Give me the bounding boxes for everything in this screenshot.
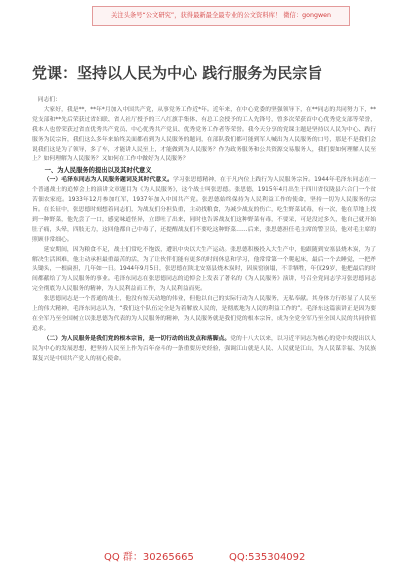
intro-paragraph: 大家好，我是**，**年*月加入中国共产党，从事党务工作近*年。近年来，在中心党委的坚强领导下，在**同志的共同努力下，**党支部和**先后荣获过省妇联、省人社厅授予的三八红旗手集体、有总工会授予的工人先锋号，曾多次荣获首中心优秀党支部等荣誉，我本人也曾荣获过省直优秀共产党员、中心优秀共产党员、优秀党务工作者等荣誉。我今天分享的党课主题是坚持以人民为中心、践行服务为民宗旨，我们这么多年来始终关面都看到为人民服务的题词，在部队我们都可能到军人喊出为人民服务的口号，那是不是我们会说我们这是为了领导，多了车，才能讲人民至上，才能做到为人民服务？作为政务服务和公共资源交易服务人，我们要如何理解人民至上？如何理解为人民服务？又如何在工作中做好为人民服务？ <box>32 106 376 163</box>
footer-qq: QQ:535304092 <box>229 552 306 563</box>
top-banner: 关注头条号“公文研究”，获得最新最全最专业的公文资料库！ 微信：gongwen <box>92 6 350 26</box>
body-paragraph-2: 延安期间，因为粮食不足，战士们常吃不饱饭，遭讯中央以大生产运动。张思德积极投入大生产中，他跟随到安塞县烧木炭，为了解决生活困难，他主动承担最重最苦的活，为了让伙伴们能有更多的时间休息和学习，他常常第一个爬起床，最后一个去睡觉，一把斧头锄头，一根扁担，几年如一日。1944年9月5日，张思德在陕北安塞县烧木炭时，因炭窑崩塌，不幸牺牲，年仅29岁，他把最后的时间都献给了为人民服务的事业。毛泽东同志在张思德同志的追悼会上发表了著名的《为人民服务》演讲，号召全党同志学习张思德同志完全彻底为人民服务的精神，为人民利益而工作，为人民利益而死。 <box>32 246 376 293</box>
footer-qq-group: QQ 群：30265665 <box>104 552 194 563</box>
subsection-2-body: 党的十八大以来，以习近平同志为核心的党中央提出以人民为中心的发展思想，把坚持人民至上作为百年奋斗的一条重要历史经验，强调江山就是人民、人民就是江山，为人民谋幸福、为民族谋复兴是中国共产党人的初心使命。 <box>32 335 376 362</box>
greeting: 同志们： <box>37 97 61 103</box>
body-paragraph-3: 张思德同志是一个普通的战士，他没有惊天动地的伟业，但他以自己的实际行动为人民服务，无私奉献。其身体力行彰显了人民至上的伟大精神，毛泽东同志认为，“我们这个队伍完全是为着解放人民的，是彻底地为人民的利益工作的”。毛泽东这篇演讲正是因为要在全军乃至全国树立以张思德为代表的为人民服务的精神，为人民服务就是我们党的根本宗旨，成为全党全军乃至全国人民的共同价值追求。 <box>32 296 376 332</box>
subsection-2-paragraph <box>32 335 376 365</box>
section-heading-1: 一、为人民服务的提出以及其时代意义 <box>44 167 152 175</box>
document-body <box>32 96 376 364</box>
subsection-1-paragraph <box>32 176 376 245</box>
subsection-heading-1: （一）毛泽东同志为人民服务题词及其时代意义。 <box>43 177 173 184</box>
footer-contact <box>104 548 344 563</box>
subsection-heading-2: （二）为人民服务是我们党的根本宗旨，是一切行动的出发点和落脚点。 <box>43 335 231 342</box>
document-title: 党课：坚持以人民为中心 践行服务为民宗旨 <box>32 64 323 82</box>
subsection-1-body: 学习张思德精神，在于凡内位上践行为人民服务宗旨。1944年毛泽东同志在一个普通战士的追悼会上的演讲文章题目为《为人民服务》，这个战士叫张思德。张思德，1915年4月出生于四川省仪陇县六合门一个贫苦佃农家庭。1933年12月参加红军，1937年加入中国共产党。张思德始终保持为人民利益工作的使命，坚持一切为人民服务的宗旨。在长征中，张思德时刻想着同志们，为战友们分担负重，主动找粮食，为减少战友的伤亡，吃生野菜试毒，有一次，他在草地上找到一种野菜，他先尝了一口，感觉味道怪异，立即吐了出来，同时也告诉战友们这种野菜有毒，不要采，可是没过多久，他自己就开始肚子痛，头晕，四肢无力，这回他都自己中毒了，还提醒战友们不要吃这种野菜……后来，张思德担任毛主席的警卫员，他对毛主席的照顾非常细心。 <box>32 177 376 243</box>
